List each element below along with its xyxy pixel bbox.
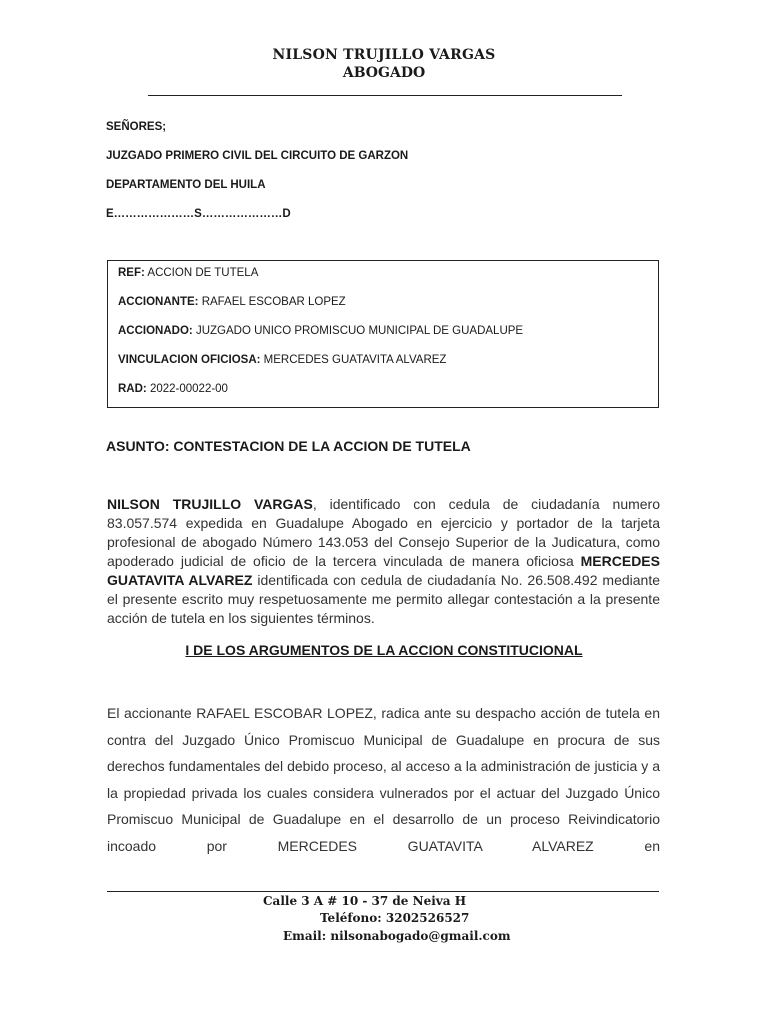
reference-value: RAFAEL ESCOBAR LOPEZ bbox=[198, 296, 346, 308]
reference-label: VINCULACION OFICIOSA: bbox=[118, 354, 261, 366]
lawyer-name: NILSON TRUJILLO VARGAS bbox=[107, 496, 313, 512]
section-title: I DE LOS ARGUMENTOS DE LA ACCION CONSTITUCIONAL bbox=[185, 642, 583, 658]
address-court: JUZGADO PRIMERO CIVIL DEL CIRCUITO DE GARZON bbox=[106, 150, 409, 162]
reference-value: ACCION DE TUTELA bbox=[144, 267, 259, 279]
intro-paragraph bbox=[107, 495, 660, 628]
footer-address: Calle 3 A # 10 - 37 de Neiva H bbox=[263, 894, 467, 908]
client-name: MERCEDES GUATAVITA ALVAREZ bbox=[107, 553, 660, 588]
reference-value: JUZGADO UNICO PROMISCUO MUNICIPAL DE GUADALUPE bbox=[192, 325, 524, 337]
reference-value: MERCEDES GUATAVITA ALVAREZ bbox=[260, 354, 447, 366]
reference-line-vinculacion bbox=[118, 354, 446, 366]
reference-label: RAD: bbox=[118, 383, 147, 395]
letterhead-divider bbox=[148, 95, 622, 96]
footer-divider bbox=[107, 891, 659, 892]
reference-line-ref bbox=[118, 267, 258, 279]
reference-line-accionado bbox=[118, 325, 523, 337]
reference-value: 2022-00022-00 bbox=[146, 383, 228, 395]
reference-label: ACCIONANTE: bbox=[118, 296, 199, 308]
subject-heading: ASUNTO: CONTESTACION DE LA ACCION DE TUTELA bbox=[106, 438, 471, 454]
address-department: DEPARTAMENTO DEL HUILA bbox=[106, 179, 266, 191]
reference-label: REF: bbox=[118, 267, 145, 279]
address-greeting: SEÑORES; bbox=[106, 121, 167, 133]
intro-text-2: identificada con cedula de ciudadanía No. 26.508.492 mediante el presente escrito muy respetuosamente me permito allegar contestación a la presente acción de tutela en los siguientes términos. bbox=[107, 572, 661, 626]
reference-line-accionante bbox=[118, 296, 346, 308]
letterhead-title: ABOGADO bbox=[342, 65, 426, 81]
section-heading bbox=[0, 642, 768, 660]
address-closing: E…………………S…………………D bbox=[106, 208, 291, 220]
footer-email: Email: nilsonabogado@gmail.com bbox=[283, 929, 511, 943]
reference-label: ACCIONADO: bbox=[118, 325, 193, 337]
reference-box bbox=[107, 260, 659, 408]
body-paragraph: El accionante RAFAEL ESCOBAR LOPEZ, radica ante su despacho acción de tutela en contra del Juzgado Único Promiscuo Municipal de Guadalupe en procura de sus derechos fundamentales del debido proceso, al acceso a la administración de justicia y a la propiedad privada los cuales considera vulnerados por el actuar del Juzgado Único Promiscuo Municipal de Guadalupe en el desarrollo de un proceso Reivindicatorio incoado por MERCEDES GUATAVITA ALVAREZ en bbox=[107, 705, 660, 854]
letterhead-name: NILSON TRUJILLO VARGAS bbox=[272, 47, 496, 63]
reference-line-rad bbox=[118, 383, 228, 395]
intro-text-1: , identificado con cedula de ciudadanía numero 83.057.574 expedida en Guadalupe Abogado en ejercicio y portador de la tarjeta profesional de abogado Número 143.053 del Consejo Superior de la Judicatura, como apoderado judicial de oficio de la tercera vinculada de manera oficiosa bbox=[107, 496, 660, 569]
footer-phone: Teléfono: 3202526527 bbox=[320, 911, 470, 925]
